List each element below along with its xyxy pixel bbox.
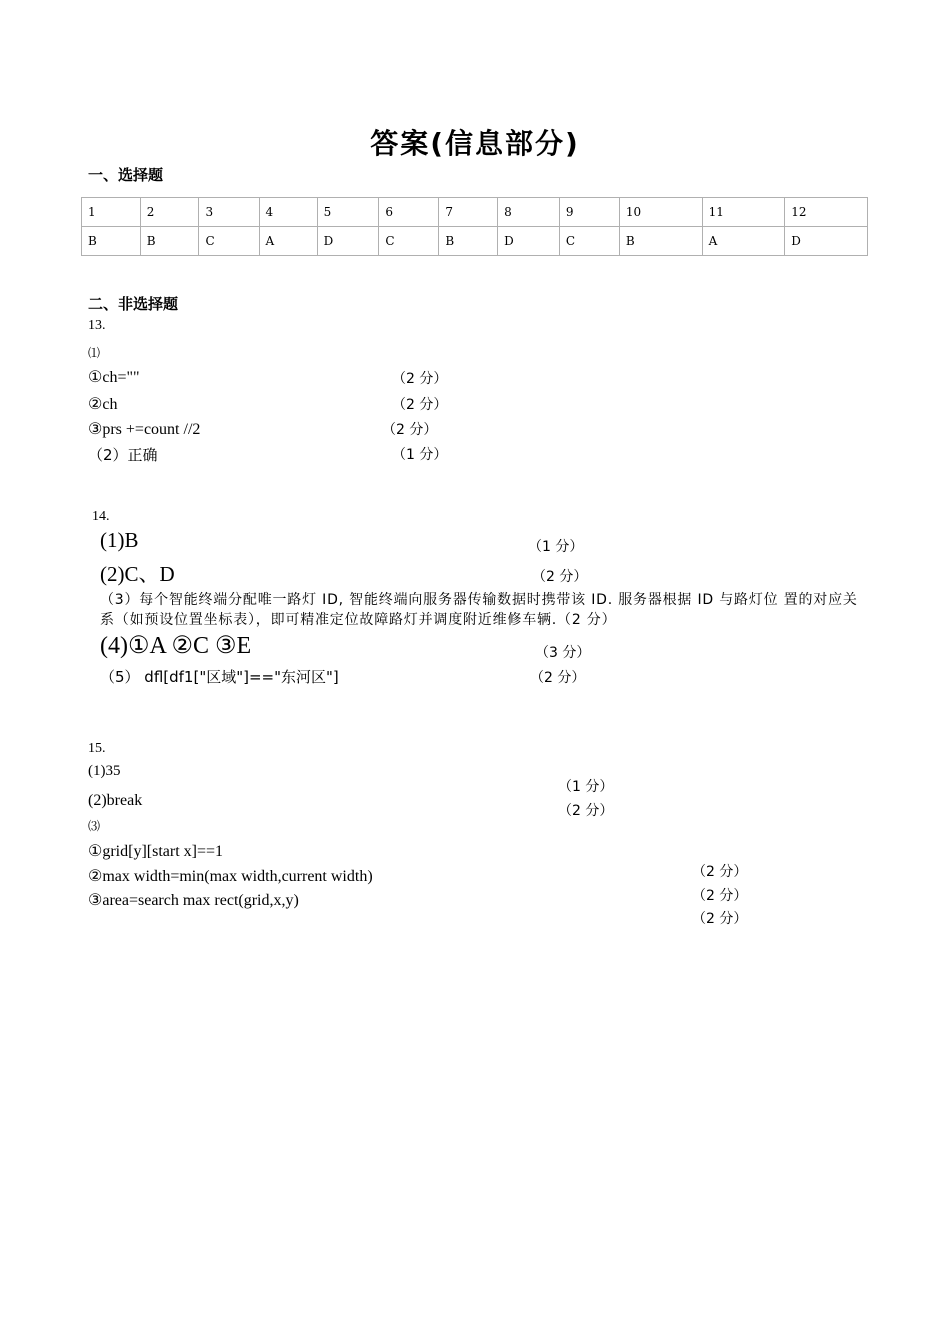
table-cell: A (259, 227, 317, 256)
section-heading-choice: 一、选择题 (88, 166, 164, 184)
table-cell: D (785, 227, 868, 256)
table-cell: 2 (140, 198, 199, 227)
table-cell: B (619, 227, 702, 256)
q13-points: （2 分） (392, 371, 448, 387)
table-cell: C (559, 227, 619, 256)
q14-answer-3: （3）每个智能终端分配唯一路灯 ID, 智能终端向服务器传输数据时携带该 ID. 服务器根据 ID 与路灯位 置的对应关系（如预设位置坐标表），即可精准定位故障路灯并调度附近维修车辆.（2 分） (100, 592, 858, 628)
q15-number: 15. (88, 741, 106, 756)
table-cell: 3 (199, 198, 259, 227)
q15-points: （2 分） (692, 911, 748, 927)
q15-sub3: ⑶ (88, 819, 101, 833)
q15-points: （1 分） (558, 779, 614, 795)
q14-points: （2 分） (530, 670, 586, 686)
q13-points: （2 分） (392, 397, 448, 413)
q13-number: 13. (88, 318, 106, 333)
q14-points: （3 分） (535, 645, 591, 661)
table-cell: 9 (559, 198, 619, 227)
q13-line: （2）正确 (88, 446, 158, 464)
q13-line: ①ch="" (88, 369, 140, 386)
table-cell: 10 (619, 198, 702, 227)
q14-answer-4: (4)①A ②C ③E (100, 633, 252, 659)
q14-points: （2 分） (532, 569, 588, 585)
q14-points: （1 分） (528, 539, 584, 555)
q15-points: （2 分） (692, 864, 748, 880)
q15-line: ③area=search max rect(grid,x,y) (88, 892, 299, 909)
q15-points: （2 分） (558, 803, 614, 819)
table-cell: 8 (498, 198, 560, 227)
table-row-answers (82, 227, 868, 256)
table-cell: C (199, 227, 259, 256)
table-cell: 1 (82, 198, 141, 227)
q15-line: ②max width=min(max width,current width) (88, 868, 373, 885)
table-cell: D (498, 227, 560, 256)
table-cell: B (439, 227, 498, 256)
q14-answer-1: (1)B (100, 528, 139, 552)
q14-answer-5: （5） dfl[df1["区域"]=="东河区"] (100, 668, 339, 686)
q15-answer-2: (2)break (88, 792, 143, 809)
table-cell: 11 (702, 198, 785, 227)
page-title: 答案(信息部分) (370, 127, 580, 160)
table-cell: C (379, 227, 439, 256)
table-cell: 12 (785, 198, 868, 227)
table-cell: 5 (317, 198, 379, 227)
q15-line: ①grid[y][start x]==1 (88, 843, 224, 860)
q15-answer-1: (1)35 (88, 763, 121, 779)
table-cell: B (140, 227, 199, 256)
table-cell: 6 (379, 198, 439, 227)
table-cell: D (317, 227, 379, 256)
q13-sub1: ⑴ (88, 346, 101, 360)
answer-table (81, 197, 868, 256)
q13-points: （2 分） (382, 422, 438, 438)
table-row-numbers (82, 198, 868, 227)
q14-answer-2: (2)C、D (100, 562, 175, 586)
q13-points: （1 分） (392, 447, 448, 463)
section-heading-nonchoice: 二、非选择题 (88, 295, 179, 313)
q13-line: ②ch (88, 396, 118, 413)
table-cell: A (702, 227, 785, 256)
q14-number: 14. (92, 509, 110, 524)
table-cell: 4 (259, 198, 317, 227)
q13-line: ③prs +=count //2 (88, 421, 201, 438)
table-cell: B (82, 227, 141, 256)
table-cell: 7 (439, 198, 498, 227)
q15-points: （2 分） (692, 888, 748, 904)
